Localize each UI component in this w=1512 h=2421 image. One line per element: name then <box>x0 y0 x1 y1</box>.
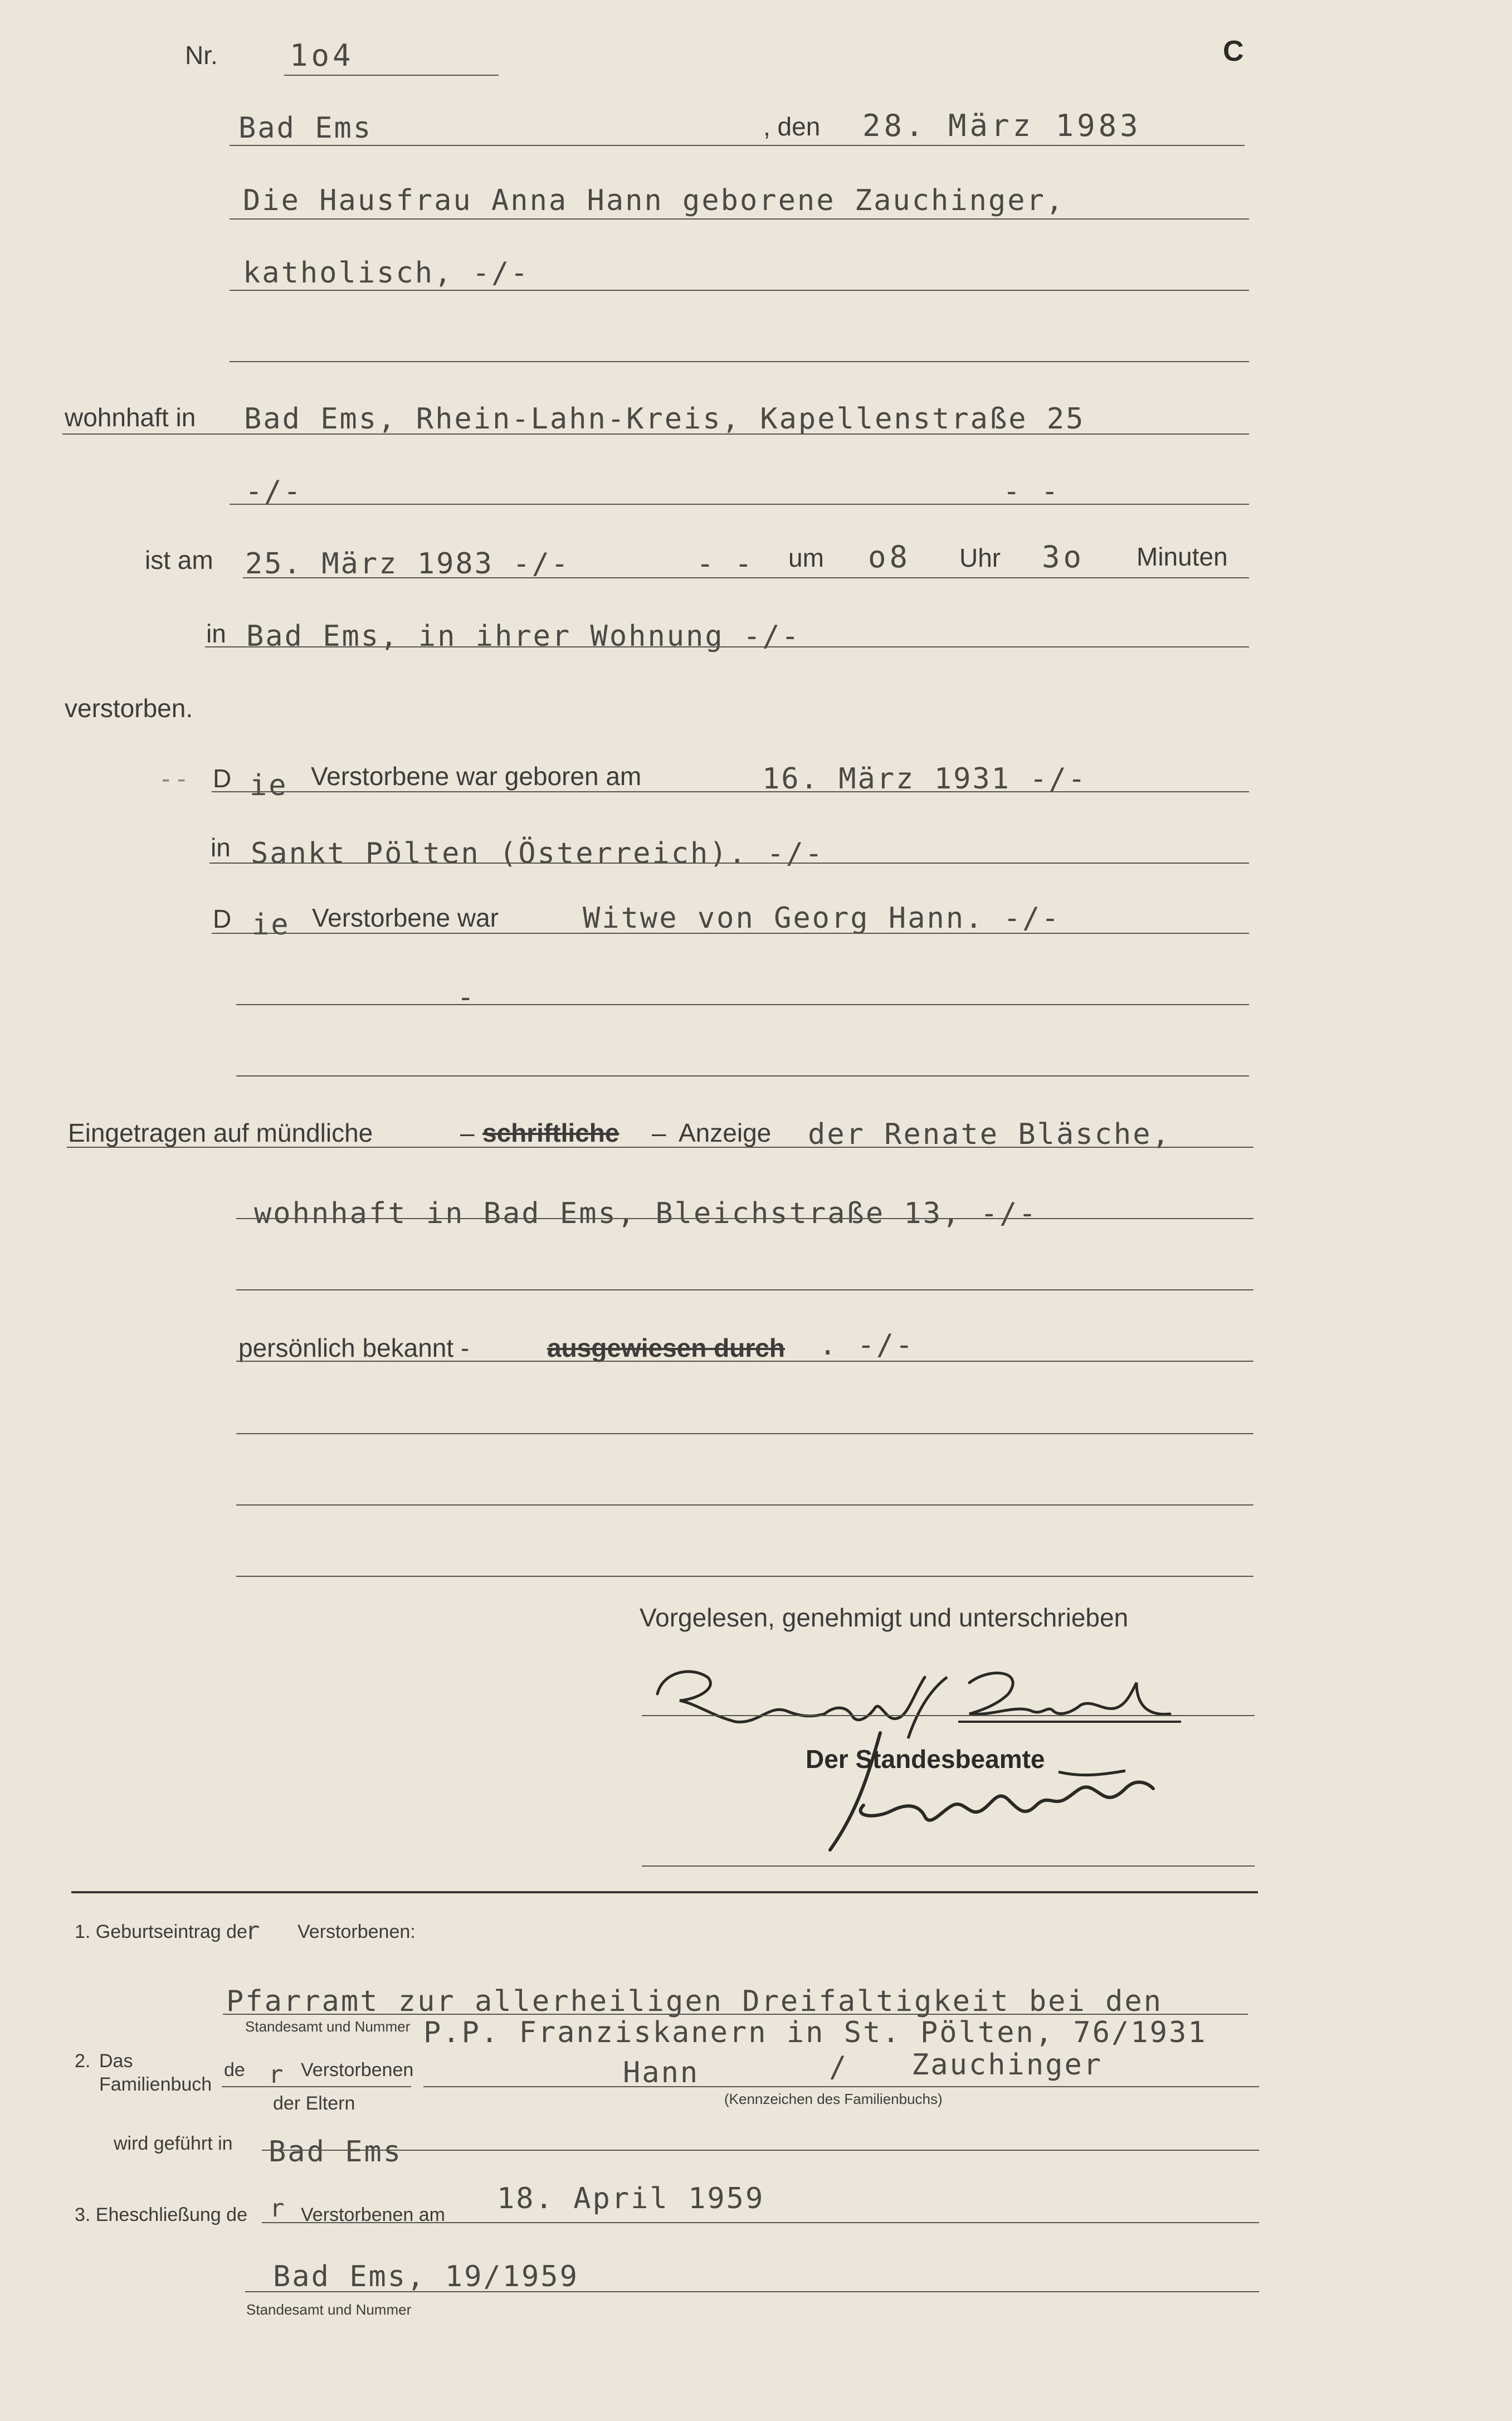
corner-mark: C <box>1223 35 1244 67</box>
line-status-2 <box>236 1004 1249 1005</box>
official-signature <box>813 1722 1159 1855</box>
residence-label: wohnhaft in <box>65 403 196 432</box>
line-birth-place <box>209 863 1249 864</box>
line-residence <box>62 433 1249 435</box>
line-f2-gefuehrt <box>262 2150 1259 2151</box>
status-d-label: D <box>213 904 232 933</box>
f2-gefuehrt: Bad Ems <box>269 2135 403 2169</box>
death-place: Bad Ems, in ihrer Wohnung -/- <box>246 620 801 653</box>
um-label: um <box>788 543 824 572</box>
death-minute: 3o <box>1042 539 1085 574</box>
registration-struck: schriftliche <box>482 1118 620 1147</box>
footer-separator <box>71 1891 1258 1893</box>
f3-date: 18. April 1959 <box>497 2182 765 2215</box>
birth-d-label: D <box>213 764 232 793</box>
line-official-signature <box>642 1865 1255 1867</box>
f2-gefuehrt-label: wird geführt in <box>114 2133 233 2154</box>
f2-de: de <box>224 2059 245 2081</box>
f3-label: 3. Eheschließung de <box>75 2204 247 2225</box>
line-f3-date <box>262 2222 1259 2223</box>
line-blank-1 <box>236 1433 1254 1434</box>
marital-status: Witwe von Georg Hann. -/- <box>583 902 1061 935</box>
status-label: Verstorbene war <box>312 903 499 932</box>
line-informant-signature <box>642 1715 1255 1716</box>
registration-dash-b: – <box>652 1118 666 1147</box>
den-label: , den <box>763 112 821 141</box>
line-birth-date <box>212 791 1249 792</box>
line-blank-3 <box>236 1576 1254 1577</box>
registration-label: Eingetragen auf mündliche <box>68 1118 373 1147</box>
f3-place: Bad Ems, 19/1959 <box>273 2260 579 2293</box>
death-hour: o8 <box>868 539 911 574</box>
registration-dash-a: – <box>460 1118 475 1147</box>
f1-r: r <box>245 1917 262 1945</box>
ist-am-label: ist am <box>145 545 213 574</box>
verstorben-label: verstorben. <box>65 694 193 723</box>
f3-r: r <box>270 2194 286 2223</box>
f3-sub: Standesamt und Nummer <box>246 2301 412 2318</box>
line-status-3 <box>236 1075 1249 1076</box>
informant: der Renate Bläsche, <box>808 1118 1171 1151</box>
nr-underline <box>284 75 499 76</box>
minuten-label: Minuten <box>1137 542 1228 571</box>
place-of-record: Bad Ems <box>238 111 373 145</box>
f2-r: r <box>269 2060 285 2089</box>
residence-dash: - - <box>1003 475 1060 508</box>
person-line-2: katholisch, -/- <box>243 256 530 290</box>
line-f3-place <box>245 2291 1259 2292</box>
death-in-label: in <box>206 619 226 648</box>
line-registration <box>67 1147 1254 1148</box>
line-person-1 <box>230 218 1249 220</box>
f2-name-2: Zauchinger <box>911 2048 1103 2082</box>
line-blank-2 <box>236 1504 1254 1506</box>
death-dash: - - <box>696 547 754 581</box>
anzeige-label: Anzeige <box>679 1118 772 1147</box>
f1-label-2: Verstorbenen: <box>297 1921 416 1942</box>
record-date: 28. März 1983 <box>862 108 1142 143</box>
birth-place: Sankt Pölten (Österreich). -/- <box>251 837 825 870</box>
line-informant-2 <box>236 1289 1254 1290</box>
known-struck: ausgewiesen durch <box>547 1333 785 1362</box>
line-f1 <box>223 2014 1248 2015</box>
line-person-3 <box>230 361 1249 362</box>
line-f2-left <box>222 2086 411 2087</box>
f3-label-2: Verstorbenen am <box>301 2204 445 2225</box>
f2-sub: (Kennzeichen des Familienbuchs) <box>724 2091 943 2107</box>
status-dash: - <box>457 981 476 1014</box>
f2-slash: / <box>829 2050 848 2084</box>
informant-address: wohnhaft in Bad Ems, Bleichstraße 13, -/- <box>254 1197 1038 1230</box>
line-death-place <box>205 646 1249 647</box>
status-ie: ie <box>252 908 290 942</box>
line-f2-right <box>423 2086 1259 2087</box>
nr-label: Nr. <box>185 41 218 70</box>
f2-label-3: der Eltern <box>273 2093 355 2114</box>
f2-label-a: Das <box>99 2050 133 2072</box>
line-person-2 <box>230 290 1249 291</box>
line-death-date <box>243 577 1249 578</box>
residence-cont: -/- <box>245 475 303 508</box>
line-informant <box>236 1218 1254 1219</box>
line-known <box>236 1361 1254 1362</box>
birth-label: Verstorbene war geboren am <box>311 762 642 791</box>
standesbeamte-label: Der Standesbeamte <box>806 1745 1045 1774</box>
birth-in-label: in <box>211 833 231 862</box>
f1-label: 1. Geburtseintrag de <box>75 1921 247 1942</box>
known-label: persönlich bekannt - <box>238 1333 470 1362</box>
f1-value-line-2: P.P. Franziskanern in St. Pölten, 76/1931 <box>423 2016 1207 2049</box>
death-date: 25. März 1983 -/- <box>245 547 570 581</box>
register-number: 1o4 <box>290 38 354 73</box>
birth-prefix-dash: - - <box>162 764 186 793</box>
birth-ie: ie <box>250 769 288 802</box>
line-place <box>230 145 1245 146</box>
residence-value: Bad Ems, Rhein-Lahn-Kreis, Kapellenstraße 25 <box>244 402 1085 436</box>
f2-label-2: Verstorbenen <box>301 2059 414 2081</box>
f1-sub: Standesamt und Nummer <box>245 2018 411 2035</box>
line-residence-2 <box>230 504 1249 505</box>
f2-name-1: Hann <box>623 2056 700 2089</box>
f2-label-b: Familienbuch <box>99 2074 212 2095</box>
birth-date: 16. März 1931 -/- <box>762 762 1087 796</box>
f2-num: 2. <box>75 2050 91 2072</box>
uhr-label: Uhr <box>959 543 1001 572</box>
line-status <box>212 933 1249 934</box>
vorgelesen-label: Vorgelesen, genehmigt und unterschrieben <box>640 1603 1129 1632</box>
known-tail: . -/- <box>819 1328 915 1362</box>
person-line-1: Die Hausfrau Anna Hann geborene Zauchinger, <box>243 184 1065 217</box>
f1-value-line-1: Pfarramt zur allerheiligen Dreifaltigkeit bei den <box>226 1985 1163 2018</box>
